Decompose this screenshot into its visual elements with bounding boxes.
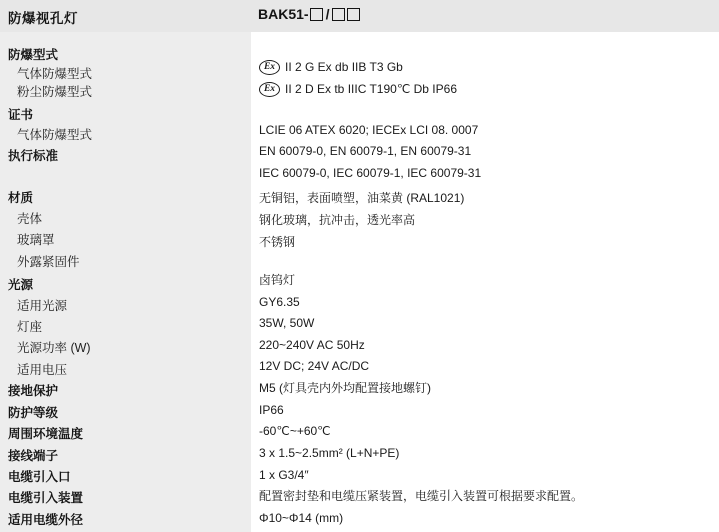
spec-sub-label: 适用电压 [17,363,68,377]
spec-value: Φ10~Φ14 (mm) [259,511,344,525]
model-box-1 [310,8,323,21]
spec-value: IEC 60079-0, IEC 60079-1, IEC 60079-31 [259,166,482,180]
spec-value: 3 x 1.5~2.5mm² (L+N+PE) [259,446,400,460]
spec-group-label: 执行标准 [8,149,59,163]
spec-group-label: 适用电缆外径 [8,513,84,527]
spec-value-column [251,32,719,532]
spec-label-column [0,32,251,532]
spec-value: 220~240V AC 50Hz [259,338,365,352]
spec-group-label: 接地保护 [8,384,59,398]
spec-value: LCIE 06 ATEX 6020; IECEx LCI 08. 0007 [259,123,479,137]
spec-sub-label: 粉尘防爆型式 [17,85,93,99]
ex-marking-line [259,60,403,75]
spec-value: 卤钨灯 [259,273,296,287]
spec-value: -60℃~+60℃ [259,424,331,438]
model-prefix: BAK51- [258,6,309,22]
spec-value: 1 x G3/4″ [259,468,309,482]
spec-group-label: 电缆引入口 [8,470,71,484]
spec-value: 不锈钢 [259,235,296,249]
sheet-header [0,0,719,33]
spec-value: 无铜铝，表面喷塑，油菜黄 (RAL1021) [259,191,465,205]
spec-sub-label: 气体防爆型式 [17,128,93,142]
atex-hexagon-icon: Ex [259,82,280,97]
spec-group-label: 防护等级 [8,406,59,420]
spec-sub-label: 气体防爆型式 [17,67,93,81]
page-title: 防爆视孔灯 [8,11,78,26]
spec-group-label: 材质 [8,191,34,205]
spec-value: M5 (灯具壳内外均配置接地螺钉) [259,381,431,395]
spec-sub-label: 外露紧固件 [17,255,80,269]
ex-marking-line [259,82,457,97]
ex-marking-text: II 2 D Ex tb IIIC T190℃ Db IP66 [285,82,457,96]
spec-group-label: 周围环境温度 [8,427,84,441]
spec-sub-label: 壳体 [17,212,43,226]
spec-group-label: 证书 [8,108,34,122]
spec-group-label: 电缆引入装置 [8,491,84,505]
spec-value: 35W, 50W [259,316,315,330]
spec-group-label: 光源 [8,278,34,292]
spec-value: IP66 [259,403,284,417]
spec-value: GY6.35 [259,295,300,309]
spec-value: EN 60079-0, EN 60079-1, EN 60079-31 [259,144,472,158]
spec-sub-label: 灯座 [17,320,43,334]
spec-value: 钢化玻璃，抗冲击，透光率高 [259,213,416,227]
spec-sub-label: 适用光源 [17,299,68,313]
ex-marking-text: II 2 G Ex db IIB T3 Gb [285,60,403,74]
atex-hexagon-icon: Ex [259,60,280,75]
model-box-3 [347,8,360,21]
spec-sub-label: 光源功率 (W) [17,341,91,355]
spec-sub-label: 玻璃罩 [17,233,55,247]
model-box-2 [332,8,345,21]
spec-value: 12V DC; 24V AC/DC [259,359,370,373]
model-slash: / [325,6,330,22]
spec-group-label: 防爆型式 [8,48,59,62]
spec-group-label: 接线端子 [8,449,59,463]
spec-value: 配置密封垫和电缆压紧装置，电缆引入装置可根据要求配置。 [259,489,584,503]
model-code [258,6,360,22]
